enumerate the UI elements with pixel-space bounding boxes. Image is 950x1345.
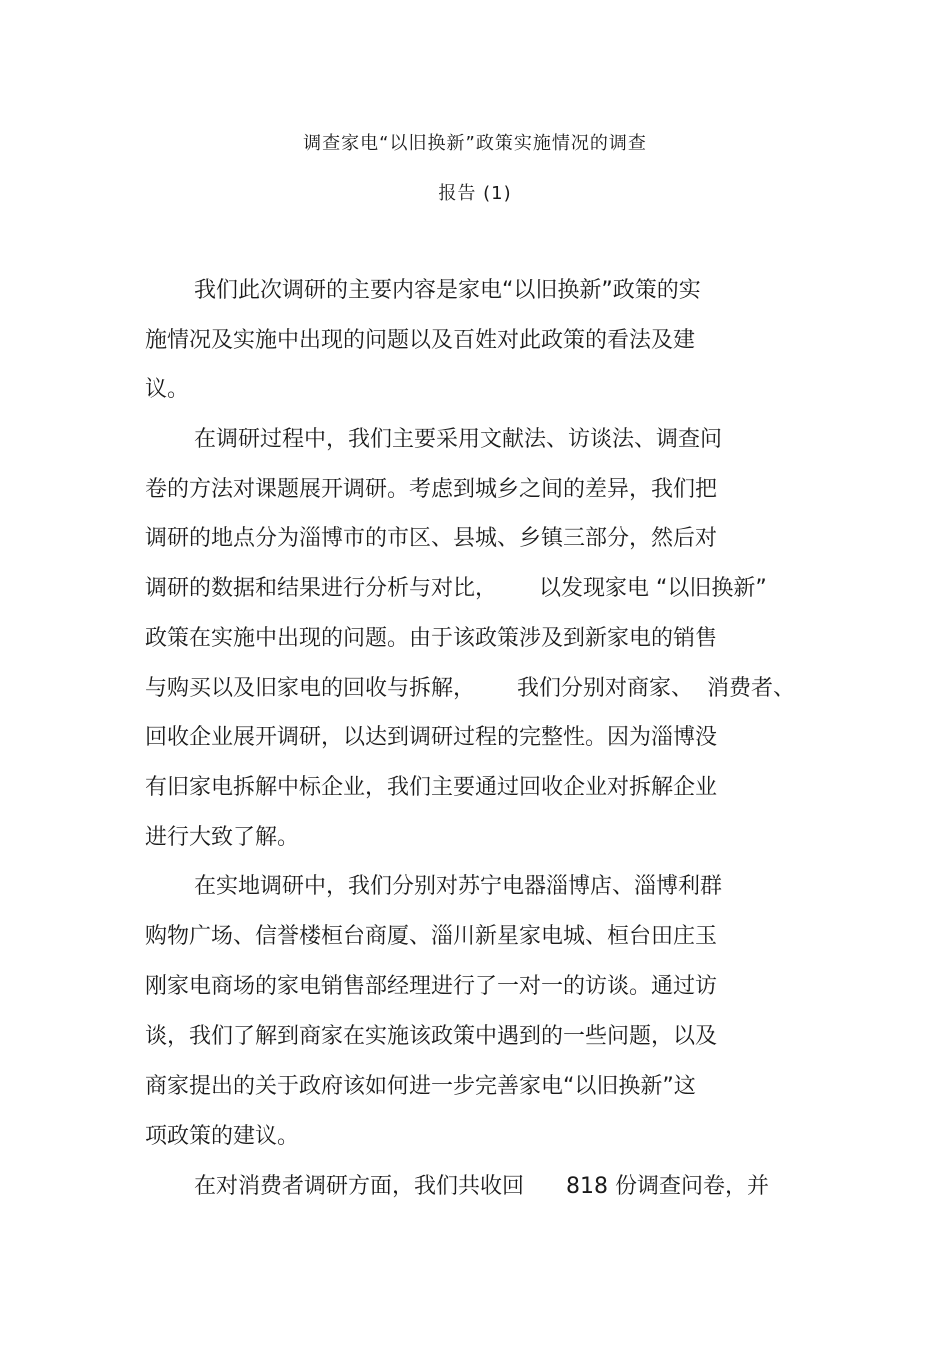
text-line: 在实地调研中，我们分别对苏宁电器淄博店、淄博利群 xyxy=(194,874,723,899)
text-line: 刚家电商场的家电销售部经理进行了一对一的访谈。通过访 xyxy=(145,974,718,999)
text-line: 有旧家电拆解中标企业，我们主要通过回收企业对拆解企业 xyxy=(145,775,718,800)
text-line: 回收企业展开调研，以达到调研过程的完整性。因为淄博没 xyxy=(145,725,718,750)
text-line: 与购买以及旧家电的回收与拆解， 我们分别对商家、 消费者、 xyxy=(145,676,795,701)
text-line: 谈，我们了解到商家在实施该政策中遇到的一些问题，以及 xyxy=(145,1024,718,1049)
text-line: 我们此次调研的主要内容是家电“以旧换新”政策的实 xyxy=(194,278,701,303)
text-line: 项政策的建议。 xyxy=(145,1124,300,1149)
text-line: 进行大致了解。 xyxy=(145,825,300,850)
text-line: 调研的数据和结果进行分析与对比， 以发现家电 “以旧换新” xyxy=(145,576,767,601)
text-line: 议。 xyxy=(145,377,190,402)
text-line: 购物广场、信誉楼桓台商厦、淄川新星家电城、桓台田庄玉 xyxy=(145,924,718,949)
text-line: 商家提出的关于政府该如何进一步完善家电“以旧换新”这 xyxy=(145,1074,696,1099)
text-line: 卷的方法对课题展开调研。考虑到城乡之间的差异，我们把 xyxy=(145,477,718,502)
document-title-line-1: 调查家电“以旧换新”政策实施情况的调查 xyxy=(303,133,647,154)
document-title-line-2: 报告 (1) xyxy=(438,183,512,204)
text-line: 政策在实施中出现的问题。由于该政策涉及到新家电的销售 xyxy=(145,626,718,651)
text-line: 在调研过程中，我们主要采用文献法、访谈法、调查问 xyxy=(194,427,723,452)
text-line: 在对消费者调研方面，我们共收回 818 份调查问卷，并 xyxy=(194,1174,769,1199)
text-line: 施情况及实施中出现的问题以及百姓对此政策的看法及建 xyxy=(145,328,696,353)
text-line: 调研的地点分为淄博市的市区、县城、乡镇三部分，然后对 xyxy=(145,526,718,551)
